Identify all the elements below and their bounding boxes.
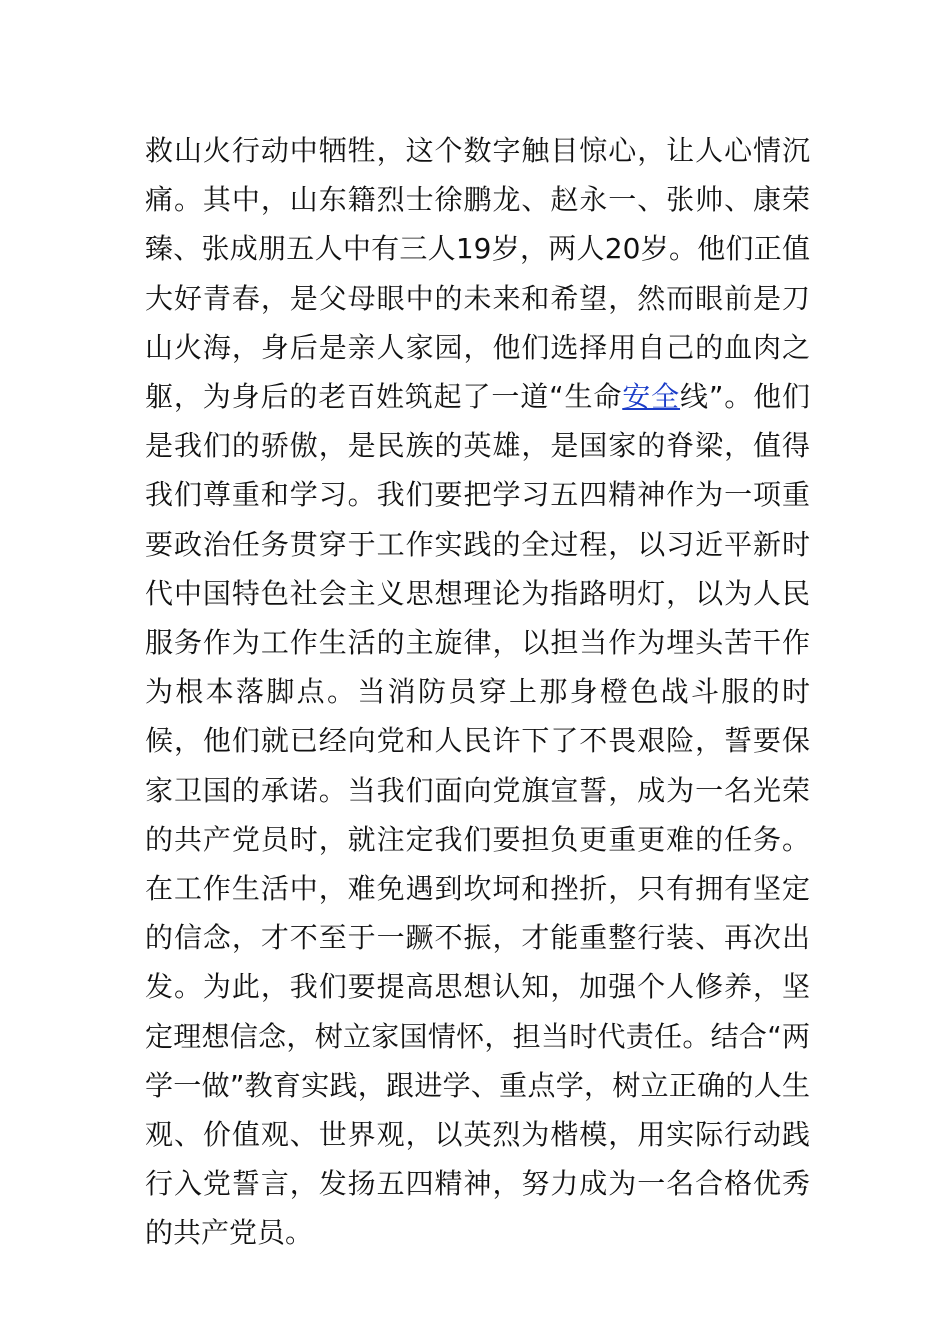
paragraph-text-after-link: 线”。他们是我们的骄傲，是民族的英雄，是国家的脊梁，值得我们尊重和学习。我们要把学习五四精神作为一项重要政治任务贯穿于工作实践的全过程，以习近平新时代中国特色社会主义思想理论为指路明灯，以为人民服务作为工作生活的主旋律，以担当作为埋头苦干作为根本落脚点。当消防员穿上那身橙色战斗服的时候，他们就已经向党和人民许下了不畏艰险，誓要保家卫国的承诺。当我们面向党旗宣誓，成为一名光荣的共产党员时，就注定我们要担负更重更难的任务。在工作生活中，难免遇到坎坷和挫折，只有拥有坚定的信念，才不至于一蹶不振，才能重整行装、再次出发。为此，我们要提高思想认知，加强个人修养，坚定理想信念，树立家国情怀，担当时代责任。结合“两学一做”教育实践，跟进学、重点学，树立正确的人生观、价值观、世界观，以英烈为楷模，用实际行动践行入党誓言，发扬五四精神，努力成为一名合格优秀的共产党员。 <box>145 380 810 1250</box>
safety-link[interactable]: 安全 <box>622 380 681 414</box>
body-paragraph <box>145 126 810 1258</box>
paragraph-text-before-link: 救山火行动中牺牲，这个数字触目惊心，让人心情沉痛。其中，山东籍烈士徐鹏龙、赵永一、张帅、康荣臻、张成朋五人中有三人19岁，两人20岁。他们正值大好青春，是父母眼中的未来和希望，然而眼前是刀山火海，身后是亲人家园，他们选择用自己的血肉之躯，为身后的老百姓筑起了一道“生命 <box>145 134 810 414</box>
